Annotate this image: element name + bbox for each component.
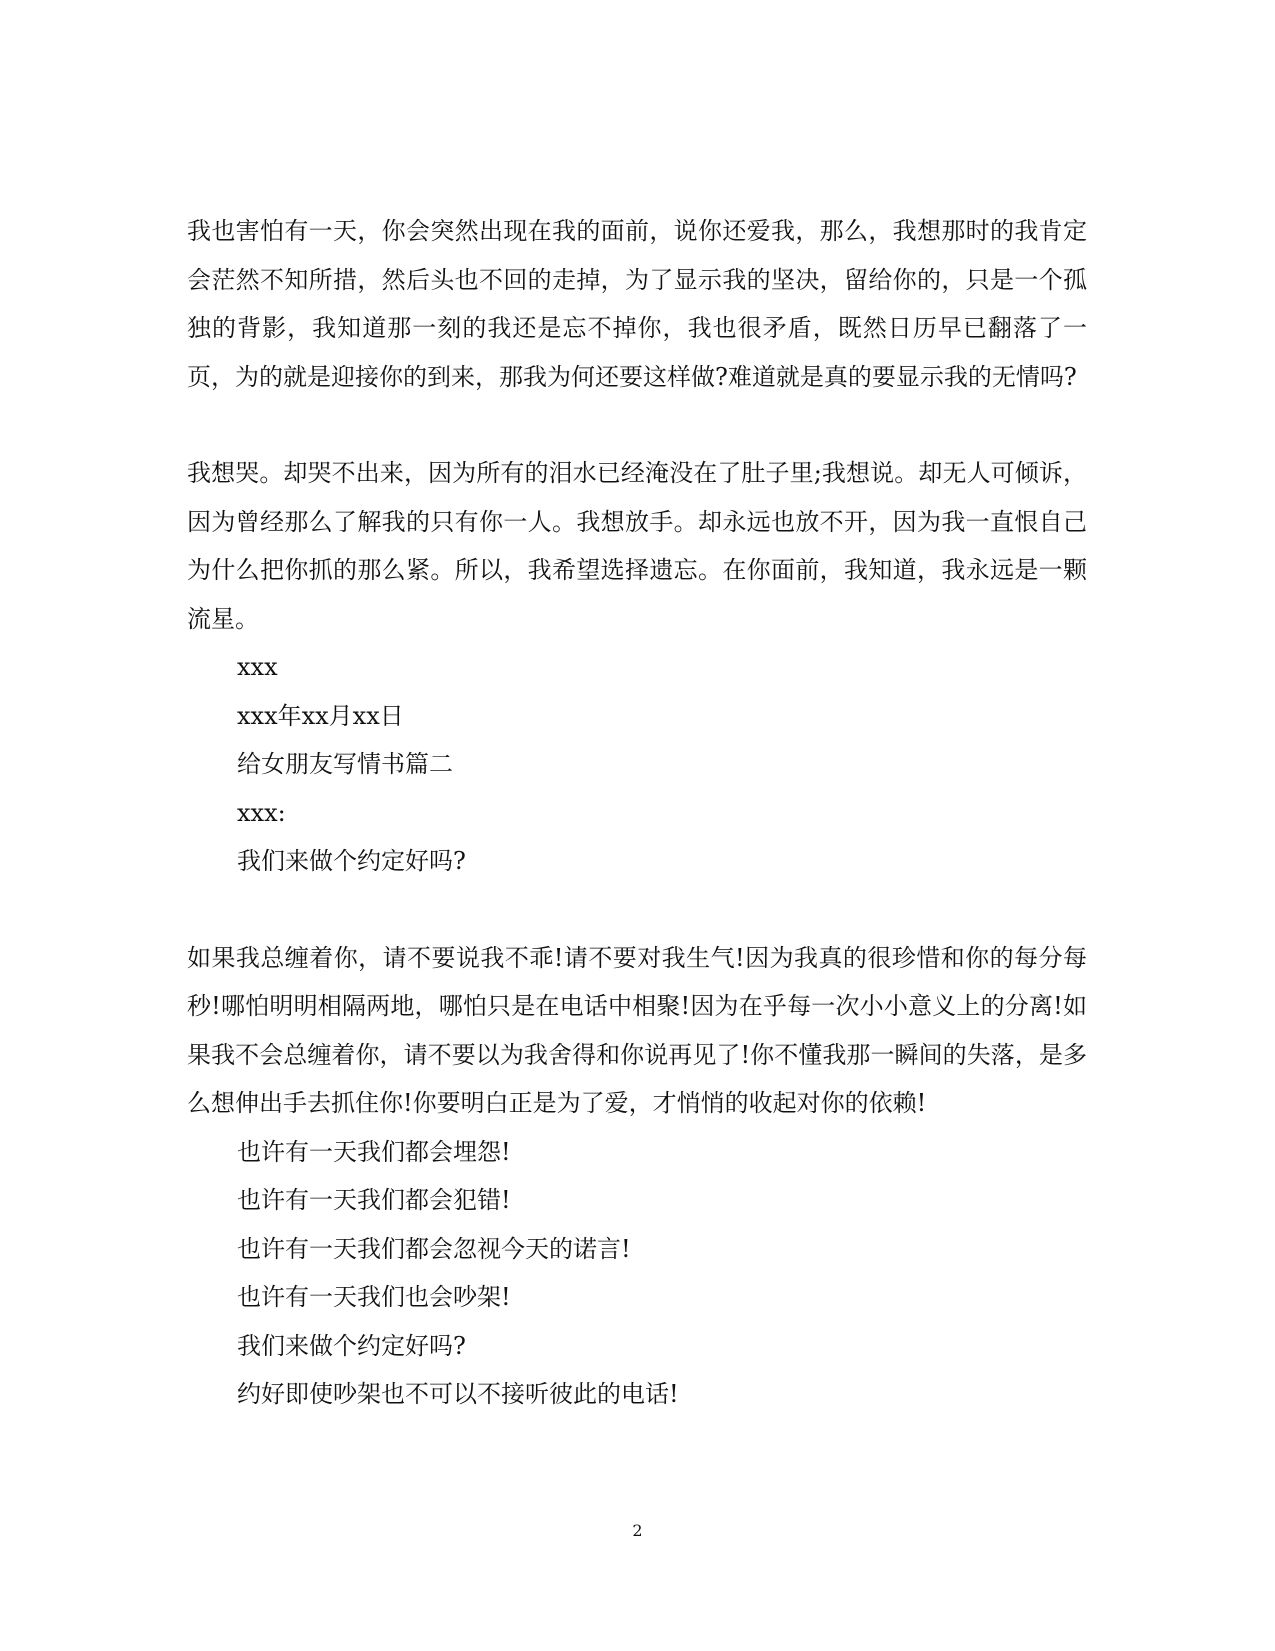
document-body (187, 207, 1087, 1419)
verse-line-2: 也许有一天我们都会犯错! (237, 1186, 511, 1214)
signature-name: xxx (237, 653, 278, 681)
opening-line: 我们来做个约定好吗? (237, 847, 466, 875)
page-number: 2 (632, 1521, 643, 1540)
salutation: xxx: (237, 798, 286, 827)
verse-line-4: 也许有一天我们也会吵架! (237, 1283, 511, 1311)
verse-line-5: 我们来做个约定好吗? (237, 1331, 466, 1360)
verse-line-6: 约好即使吵架也不可以不接听彼此的电话! (237, 1380, 679, 1408)
paragraph-2: 我想哭。却哭不出来，因为所有的泪水已经淹没在了肚子里;我想说。却无人可倾诉，因为曾经那么了解我的只有你一人。我想放手。却永远也放不开，因为我一直恨自己为什么把你抓的那么紧。所以，我希望选择遗忘。在你面前，我知道，我永远是一颗流星。 (187, 459, 1087, 633)
signature-date: xxx年xx月xx日 (237, 701, 404, 730)
paragraph-1: 我也害怕有一天，你会突然出现在我的面前，说你还爱我，那么，我想那时的我肯定会茫然不知所措，然后头也不回的走掉，为了显示我的坚决，留给你的，只是一个孤独的背影，我知道那一刻的我还是忘不掉你，我也很矛盾，既然日历早已翻落了一页，为的就是迎接你的到来，那我为何还要这样做?难道就是真的要显示我的无情吗? (187, 217, 1087, 391)
verse-line-1: 也许有一天我们都会埋怨! (237, 1137, 511, 1166)
paragraph-3: 如果我总缠着你，请不要说我不乖!请不要对我生气!因为我真的很珍惜和你的每分每秒!哪怕明明相隔两地，哪怕只是在电话中相聚!因为在乎每一次小小意义上的分离!如果我不会总缠着你，请不要以为我舍得和你说再见了!你不懂我那一瞬间的失落，是多么想伸出手去抓住你!你要明白正是为了爱，才悄悄的收起对你的依赖! (187, 943, 1087, 1117)
verse-line-3: 也许有一天我们都会忽视今天的诺言! (237, 1234, 631, 1263)
paragraph-gap (187, 401, 1087, 449)
section-title: 给女朋友写情书篇二 (237, 750, 453, 778)
paragraph-gap (187, 886, 1087, 934)
